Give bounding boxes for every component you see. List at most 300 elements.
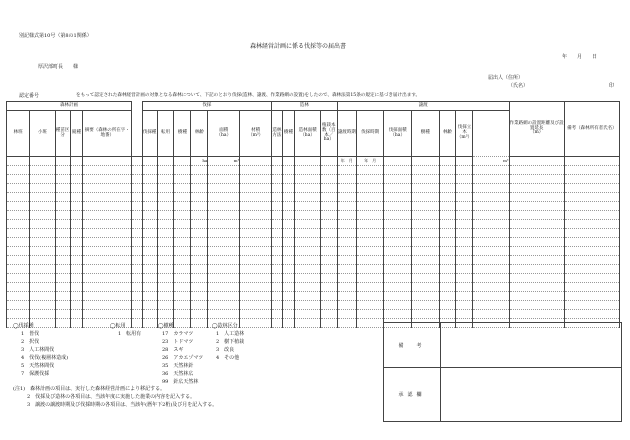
table-cell[interactable] — [456, 166, 473, 175]
table-cell[interactable] — [240, 247, 272, 256]
table-cell[interactable] — [509, 274, 564, 283]
table-cell[interactable] — [240, 193, 272, 202]
table-cell[interactable] — [132, 211, 143, 220]
table-cell[interactable] — [191, 202, 208, 211]
table-cell[interactable] — [564, 310, 619, 319]
table-cell[interactable] — [337, 175, 356, 184]
table-cell[interactable] — [564, 157, 619, 166]
table-cell[interactable] — [191, 184, 208, 193]
table-cell[interactable] — [30, 301, 55, 310]
table-cell[interactable]: m³ — [208, 157, 240, 166]
table-cell[interactable] — [439, 310, 456, 319]
table-cell[interactable] — [7, 238, 30, 247]
table-cell[interactable]: ha — [191, 157, 208, 166]
table-cell[interactable] — [132, 283, 143, 292]
table-cell[interactable] — [83, 157, 132, 166]
table-cell[interactable] — [30, 211, 55, 220]
table-cell[interactable] — [337, 274, 356, 283]
table-cell[interactable] — [157, 238, 174, 247]
table-cell[interactable] — [384, 220, 412, 229]
table-cell[interactable] — [174, 157, 191, 166]
table-cell[interactable]: m³ — [473, 157, 509, 166]
table-cell[interactable] — [55, 211, 70, 220]
table-cell[interactable] — [439, 220, 456, 229]
table-cell[interactable] — [473, 283, 509, 292]
table-cell[interactable] — [337, 256, 356, 265]
table-cell[interactable] — [83, 265, 132, 274]
table-cell[interactable] — [282, 256, 295, 265]
table-cell[interactable] — [411, 292, 439, 301]
table-cell[interactable] — [384, 238, 412, 247]
table-cell[interactable] — [282, 319, 295, 328]
table-cell[interactable] — [30, 166, 55, 175]
table-cell[interactable] — [384, 211, 412, 220]
table-cell[interactable] — [295, 211, 320, 220]
table-cell[interactable] — [384, 193, 412, 202]
table-cell[interactable] — [384, 166, 412, 175]
table-cell[interactable] — [509, 211, 564, 220]
table-cell[interactable] — [411, 193, 439, 202]
table-cell[interactable] — [70, 202, 83, 211]
table-cell[interactable] — [70, 247, 83, 256]
table-cell[interactable] — [282, 211, 295, 220]
table-cell[interactable] — [282, 202, 295, 211]
table-cell[interactable] — [384, 310, 412, 319]
table-cell[interactable] — [70, 274, 83, 283]
table-cell[interactable] — [132, 310, 143, 319]
table-cell[interactable] — [272, 283, 283, 292]
table-cell[interactable] — [473, 310, 509, 319]
table-cell[interactable] — [456, 274, 473, 283]
table-cell[interactable] — [295, 301, 320, 310]
table-cell[interactable] — [295, 220, 320, 229]
table-cell[interactable] — [320, 202, 337, 211]
table-cell[interactable] — [272, 220, 283, 229]
table-cell[interactable] — [564, 220, 619, 229]
table-cell[interactable] — [132, 220, 143, 229]
table-cell[interactable] — [30, 193, 55, 202]
table-cell[interactable] — [7, 310, 30, 319]
table-cell[interactable] — [473, 166, 509, 175]
table-cell[interactable] — [564, 256, 619, 265]
table-cell[interactable] — [7, 247, 30, 256]
table-cell[interactable] — [439, 301, 456, 310]
table-cell[interactable] — [564, 184, 619, 193]
table-cell[interactable] — [83, 184, 132, 193]
table-cell[interactable] — [132, 301, 143, 310]
table-cell[interactable] — [7, 274, 30, 283]
table-cell[interactable] — [174, 211, 191, 220]
table-cell[interactable]: 年 月 — [337, 157, 356, 166]
table-cell[interactable] — [384, 265, 412, 274]
table-cell[interactable] — [272, 310, 283, 319]
table-cell[interactable] — [439, 157, 456, 166]
table-cell[interactable] — [55, 220, 70, 229]
table-cell[interactable] — [157, 247, 174, 256]
table-cell[interactable] — [564, 193, 619, 202]
table-cell[interactable] — [295, 175, 320, 184]
table-cell[interactable] — [70, 310, 83, 319]
table-cell[interactable] — [473, 220, 509, 229]
table-cell[interactable] — [83, 193, 132, 202]
table-cell[interactable] — [191, 265, 208, 274]
table-cell[interactable] — [272, 292, 283, 301]
table-cell[interactable] — [356, 175, 384, 184]
table-cell[interactable] — [282, 166, 295, 175]
table-cell[interactable] — [55, 175, 70, 184]
table-cell[interactable] — [509, 283, 564, 292]
table-cell[interactable] — [132, 166, 143, 175]
table-cell[interactable] — [30, 175, 55, 184]
table-cell[interactable] — [356, 292, 384, 301]
table-cell[interactable] — [384, 157, 412, 166]
table-cell[interactable] — [320, 283, 337, 292]
table-cell[interactable] — [157, 310, 174, 319]
table-cell[interactable] — [456, 229, 473, 238]
table-cell[interactable] — [320, 256, 337, 265]
table-cell[interactable] — [564, 202, 619, 211]
table-cell[interactable] — [208, 229, 240, 238]
table-cell[interactable] — [439, 274, 456, 283]
table-cell[interactable] — [7, 184, 30, 193]
table-cell[interactable] — [456, 256, 473, 265]
table-cell[interactable] — [356, 238, 384, 247]
table-cell[interactable] — [295, 310, 320, 319]
table-cell[interactable] — [191, 256, 208, 265]
table-cell[interactable] — [174, 238, 191, 247]
table-cell[interactable] — [384, 283, 412, 292]
table-cell[interactable] — [473, 301, 509, 310]
table-cell[interactable] — [320, 292, 337, 301]
table-cell[interactable] — [384, 175, 412, 184]
table-cell[interactable] — [272, 166, 283, 175]
table-cell[interactable] — [320, 220, 337, 229]
table-cell[interactable] — [7, 256, 30, 265]
table-cell[interactable] — [295, 193, 320, 202]
table-cell[interactable] — [83, 175, 132, 184]
table-cell[interactable] — [384, 229, 412, 238]
table-cell[interactable] — [356, 310, 384, 319]
table-cell[interactable] — [7, 265, 30, 274]
table-cell[interactable] — [509, 301, 564, 310]
table-cell[interactable] — [282, 220, 295, 229]
table-cell[interactable] — [356, 274, 384, 283]
table-cell[interactable] — [55, 166, 70, 175]
table-cell[interactable] — [295, 247, 320, 256]
table-cell[interactable] — [439, 256, 456, 265]
table-cell[interactable] — [7, 202, 30, 211]
table-cell[interactable] — [272, 229, 283, 238]
table-cell[interactable] — [142, 184, 157, 193]
table-cell[interactable] — [473, 256, 509, 265]
table-cell[interactable] — [509, 166, 564, 175]
table-cell[interactable] — [295, 238, 320, 247]
table-cell[interactable] — [282, 193, 295, 202]
table-cell[interactable] — [272, 265, 283, 274]
table-cell[interactable] — [70, 220, 83, 229]
table-cell[interactable] — [411, 220, 439, 229]
table-cell[interactable] — [337, 202, 356, 211]
table-cell[interactable] — [30, 283, 55, 292]
table-cell[interactable] — [384, 247, 412, 256]
table-cell[interactable] — [55, 157, 70, 166]
table-cell[interactable] — [272, 238, 283, 247]
table-cell[interactable] — [320, 175, 337, 184]
table-cell[interactable] — [337, 310, 356, 319]
table-cell[interactable] — [55, 229, 70, 238]
table-cell[interactable] — [55, 247, 70, 256]
table-cell[interactable] — [157, 292, 174, 301]
table-cell[interactable] — [282, 229, 295, 238]
table-cell[interactable] — [337, 229, 356, 238]
table-cell[interactable] — [7, 211, 30, 220]
table-cell[interactable] — [295, 229, 320, 238]
table-cell[interactable] — [174, 274, 191, 283]
table-cell[interactable] — [83, 256, 132, 265]
table-cell[interactable] — [411, 157, 439, 166]
table-cell[interactable] — [142, 220, 157, 229]
table-cell[interactable] — [70, 256, 83, 265]
table-cell[interactable] — [473, 238, 509, 247]
table-cell[interactable] — [142, 175, 157, 184]
table-cell[interactable] — [208, 202, 240, 211]
table-cell[interactable] — [282, 310, 295, 319]
table-cell[interactable] — [282, 184, 295, 193]
table-cell[interactable] — [564, 166, 619, 175]
table-cell[interactable] — [157, 256, 174, 265]
table-cell[interactable] — [456, 202, 473, 211]
table-cell[interactable] — [30, 220, 55, 229]
table-cell[interactable] — [456, 283, 473, 292]
table-cell[interactable] — [83, 301, 132, 310]
table-cell[interactable] — [456, 238, 473, 247]
table-cell[interactable] — [240, 283, 272, 292]
table-cell[interactable] — [456, 184, 473, 193]
table-cell[interactable] — [473, 184, 509, 193]
table-cell[interactable] — [456, 292, 473, 301]
table-cell[interactable] — [439, 238, 456, 247]
table-cell[interactable] — [473, 292, 509, 301]
table-cell[interactable] — [411, 166, 439, 175]
table-cell[interactable] — [509, 256, 564, 265]
table-cell[interactable] — [240, 256, 272, 265]
table-cell[interactable] — [142, 157, 157, 166]
table-cell[interactable] — [208, 256, 240, 265]
table-cell[interactable] — [439, 175, 456, 184]
table-cell[interactable] — [456, 310, 473, 319]
table-cell[interactable] — [295, 274, 320, 283]
table-cell[interactable] — [356, 211, 384, 220]
table-cell[interactable] — [272, 301, 283, 310]
table-cell[interactable] — [320, 211, 337, 220]
table-cell[interactable] — [174, 184, 191, 193]
table-cell[interactable] — [337, 265, 356, 274]
table-cell[interactable] — [30, 265, 55, 274]
table-cell[interactable] — [142, 166, 157, 175]
table-cell[interactable] — [337, 193, 356, 202]
table-cell[interactable] — [337, 292, 356, 301]
table-cell[interactable] — [174, 283, 191, 292]
table-cell[interactable] — [30, 202, 55, 211]
table-cell[interactable] — [174, 265, 191, 274]
table-cell[interactable] — [208, 301, 240, 310]
table-cell[interactable] — [240, 229, 272, 238]
table-cell[interactable] — [320, 265, 337, 274]
table-cell[interactable] — [55, 184, 70, 193]
table-cell[interactable] — [142, 193, 157, 202]
table-cell[interactable] — [411, 247, 439, 256]
table-cell[interactable] — [240, 274, 272, 283]
table-cell[interactable] — [384, 301, 412, 310]
table-cell[interactable] — [282, 247, 295, 256]
table-cell[interactable] — [70, 238, 83, 247]
table-cell[interactable] — [208, 265, 240, 274]
table-cell[interactable] — [295, 265, 320, 274]
table-cell[interactable] — [456, 265, 473, 274]
table-cell[interactable] — [337, 283, 356, 292]
table-cell[interactable] — [70, 265, 83, 274]
table-cell[interactable] — [7, 175, 30, 184]
table-cell[interactable] — [509, 193, 564, 202]
table-cell[interactable] — [356, 229, 384, 238]
table-cell[interactable] — [272, 184, 283, 193]
table-cell[interactable] — [157, 301, 174, 310]
table-cell[interactable] — [411, 175, 439, 184]
table-cell[interactable] — [70, 283, 83, 292]
table-cell[interactable] — [509, 157, 564, 166]
table-cell[interactable] — [473, 229, 509, 238]
table-cell[interactable] — [70, 292, 83, 301]
table-cell[interactable] — [240, 310, 272, 319]
table-cell[interactable] — [7, 292, 30, 301]
table-cell[interactable] — [55, 301, 70, 310]
table-cell[interactable] — [356, 319, 384, 328]
table-cell[interactable] — [142, 319, 157, 328]
table-cell[interactable] — [509, 175, 564, 184]
table-cell[interactable] — [240, 175, 272, 184]
table-cell[interactable] — [30, 292, 55, 301]
table-cell[interactable] — [439, 283, 456, 292]
table-cell[interactable] — [208, 184, 240, 193]
table-cell[interactable] — [337, 184, 356, 193]
table-cell[interactable] — [157, 157, 174, 166]
table-cell[interactable] — [439, 166, 456, 175]
table-cell[interactable] — [142, 256, 157, 265]
table-cell[interactable] — [30, 184, 55, 193]
table-cell[interactable] — [7, 193, 30, 202]
table-cell[interactable] — [272, 193, 283, 202]
table-cell[interactable] — [456, 220, 473, 229]
table-cell[interactable] — [384, 256, 412, 265]
table-cell[interactable] — [456, 193, 473, 202]
table-cell[interactable] — [320, 274, 337, 283]
table-cell[interactable] — [356, 247, 384, 256]
table-cell[interactable] — [142, 292, 157, 301]
table-cell[interactable] — [320, 193, 337, 202]
table-cell[interactable] — [83, 166, 132, 175]
table-cell[interactable] — [564, 229, 619, 238]
table-cell[interactable] — [70, 184, 83, 193]
table-cell[interactable] — [70, 211, 83, 220]
table-cell[interactable] — [30, 157, 55, 166]
table-cell[interactable] — [142, 274, 157, 283]
table-cell[interactable] — [473, 202, 509, 211]
table-cell[interactable] — [157, 229, 174, 238]
table-cell[interactable] — [7, 301, 30, 310]
table-cell[interactable] — [157, 175, 174, 184]
table-cell[interactable] — [55, 274, 70, 283]
table-cell[interactable] — [191, 283, 208, 292]
table-cell[interactable] — [174, 175, 191, 184]
table-cell[interactable] — [295, 256, 320, 265]
table-cell[interactable] — [132, 184, 143, 193]
table-cell[interactable] — [272, 256, 283, 265]
table-cell[interactable] — [320, 319, 337, 328]
table-cell[interactable] — [272, 274, 283, 283]
table-cell[interactable] — [174, 193, 191, 202]
table-cell[interactable] — [564, 274, 619, 283]
table-cell[interactable] — [282, 283, 295, 292]
table-cell[interactable] — [456, 247, 473, 256]
table-cell[interactable] — [240, 166, 272, 175]
table-cell[interactable] — [142, 310, 157, 319]
table-cell[interactable] — [509, 292, 564, 301]
table-cell[interactable] — [7, 220, 30, 229]
table-cell[interactable] — [191, 175, 208, 184]
table-cell[interactable] — [337, 247, 356, 256]
table-cell[interactable] — [191, 238, 208, 247]
table-cell[interactable] — [564, 247, 619, 256]
table-cell[interactable] — [142, 211, 157, 220]
table-cell[interactable] — [272, 211, 283, 220]
table-cell[interactable] — [509, 265, 564, 274]
table-cell[interactable] — [295, 166, 320, 175]
table-cell[interactable] — [509, 184, 564, 193]
table-cell[interactable] — [30, 256, 55, 265]
table-cell[interactable] — [509, 202, 564, 211]
table-cell[interactable] — [174, 202, 191, 211]
table-cell[interactable] — [356, 265, 384, 274]
table-cell[interactable] — [282, 238, 295, 247]
table-cell[interactable] — [356, 202, 384, 211]
table-cell[interactable] — [320, 238, 337, 247]
table-cell[interactable] — [240, 265, 272, 274]
table-cell[interactable] — [7, 157, 30, 166]
table-cell[interactable] — [132, 292, 143, 301]
table-cell[interactable] — [411, 202, 439, 211]
table-cell[interactable] — [473, 193, 509, 202]
table-cell[interactable] — [411, 265, 439, 274]
table-cell[interactable] — [157, 184, 174, 193]
table-cell[interactable] — [142, 301, 157, 310]
table-cell[interactable] — [337, 166, 356, 175]
table-cell[interactable] — [191, 274, 208, 283]
table-cell[interactable] — [70, 166, 83, 175]
table-cell[interactable] — [439, 229, 456, 238]
table-cell[interactable] — [240, 202, 272, 211]
table-cell[interactable] — [132, 247, 143, 256]
table-cell[interactable] — [337, 238, 356, 247]
table-cell[interactable] — [509, 220, 564, 229]
table-cell[interactable] — [439, 211, 456, 220]
table-cell[interactable] — [7, 166, 30, 175]
table-cell[interactable] — [356, 301, 384, 310]
table-cell[interactable] — [564, 292, 619, 301]
table-cell[interactable] — [191, 229, 208, 238]
table-cell[interactable] — [272, 247, 283, 256]
table-cell[interactable] — [208, 292, 240, 301]
table-cell[interactable] — [411, 211, 439, 220]
